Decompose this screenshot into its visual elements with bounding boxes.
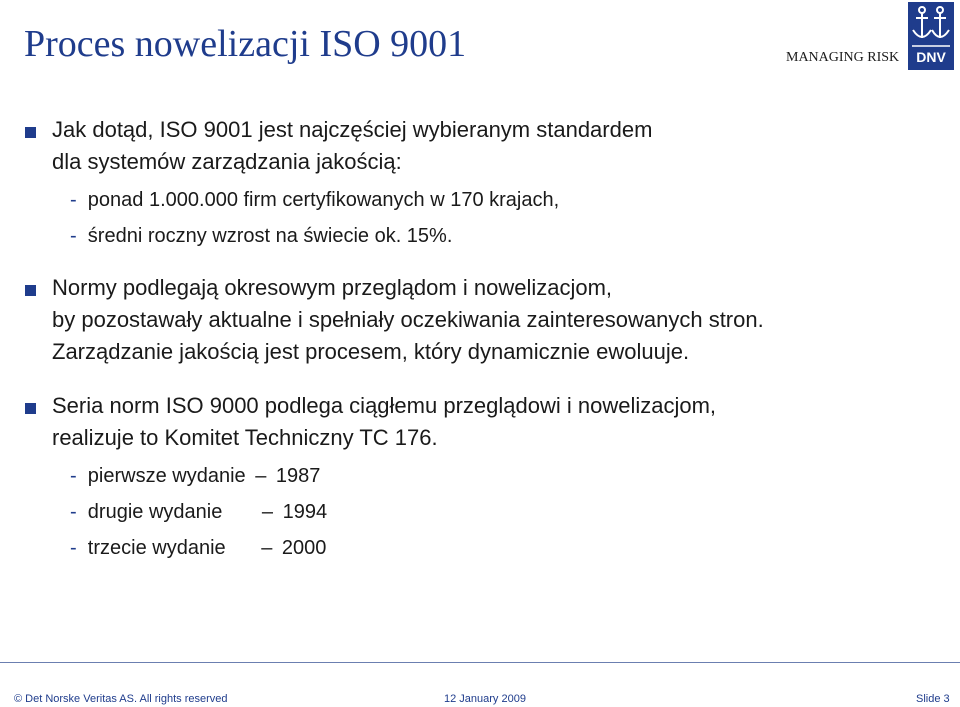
bullet-3-line-2: realizuje to Komitet Techniczny TC 176.	[52, 425, 438, 450]
dash-marker: -	[70, 189, 77, 211]
footer-slide-number: Slide 3	[916, 693, 950, 705]
dash-marker: -	[70, 501, 77, 523]
edition-separator: –	[261, 501, 274, 523]
bullet-3-line-1: Seria norm ISO 9000 podlega ciągłemu przeglądowi i nowelizacjom,	[52, 393, 717, 418]
page-title: Proces nowelizacji ISO 9001	[24, 23, 467, 65]
bullet-square-icon	[25, 403, 36, 414]
bullet-square-icon	[25, 127, 36, 138]
dnv-logo	[908, 2, 954, 70]
list-item	[70, 501, 327, 524]
dash-marker: -	[70, 225, 77, 247]
edition-year: 1994	[282, 501, 328, 523]
tagline: MANAGING RISK	[786, 50, 900, 65]
subitem-text: średni roczny wzrost na świecie ok. 15%.	[87, 225, 453, 247]
logo-text: DNV	[916, 49, 946, 65]
bullet-2-line-3: Zarządzanie jakością jest procesem, który dynamicznie ewoluuje.	[52, 339, 690, 364]
bullet-2-line-2: by pozostawały aktualne i spełniały oczekiwania zainteresowanych stron.	[52, 307, 764, 332]
bullet-square-icon	[25, 285, 36, 296]
subitem-text: ponad 1.000.000 firm certyfikowanych w 170 krajach,	[87, 189, 560, 211]
edition-label: drugie wydanie	[87, 501, 223, 523]
list-item	[70, 537, 326, 560]
footer-copyright: © Det Norske Veritas AS. All rights reserved	[14, 693, 228, 705]
list-item	[70, 189, 559, 212]
dash-marker: -	[70, 537, 77, 559]
list-item	[70, 225, 452, 248]
list-item	[70, 465, 320, 488]
bullet-1-line-2: dla systemów zarządzania jakością:	[52, 149, 402, 174]
footer-divider	[0, 662, 960, 663]
bullet-1-line-1: Jak dotąd, ISO 9001 jest najczęściej wybieranym standardem	[52, 117, 653, 142]
footer-date: 12 January 2009	[444, 693, 526, 705]
edition-year: 1987	[275, 465, 321, 487]
edition-separator: –	[255, 465, 267, 487]
edition-label: pierwsze wydanie	[87, 465, 246, 487]
bullet-2-line-1: Normy podlegają okresowym przeglądom i nowelizacjom,	[52, 275, 613, 300]
edition-label: trzecie wydanie	[87, 537, 226, 559]
edition-year: 2000	[281, 537, 327, 559]
edition-separator: –	[261, 537, 273, 559]
dash-marker: -	[70, 465, 77, 487]
